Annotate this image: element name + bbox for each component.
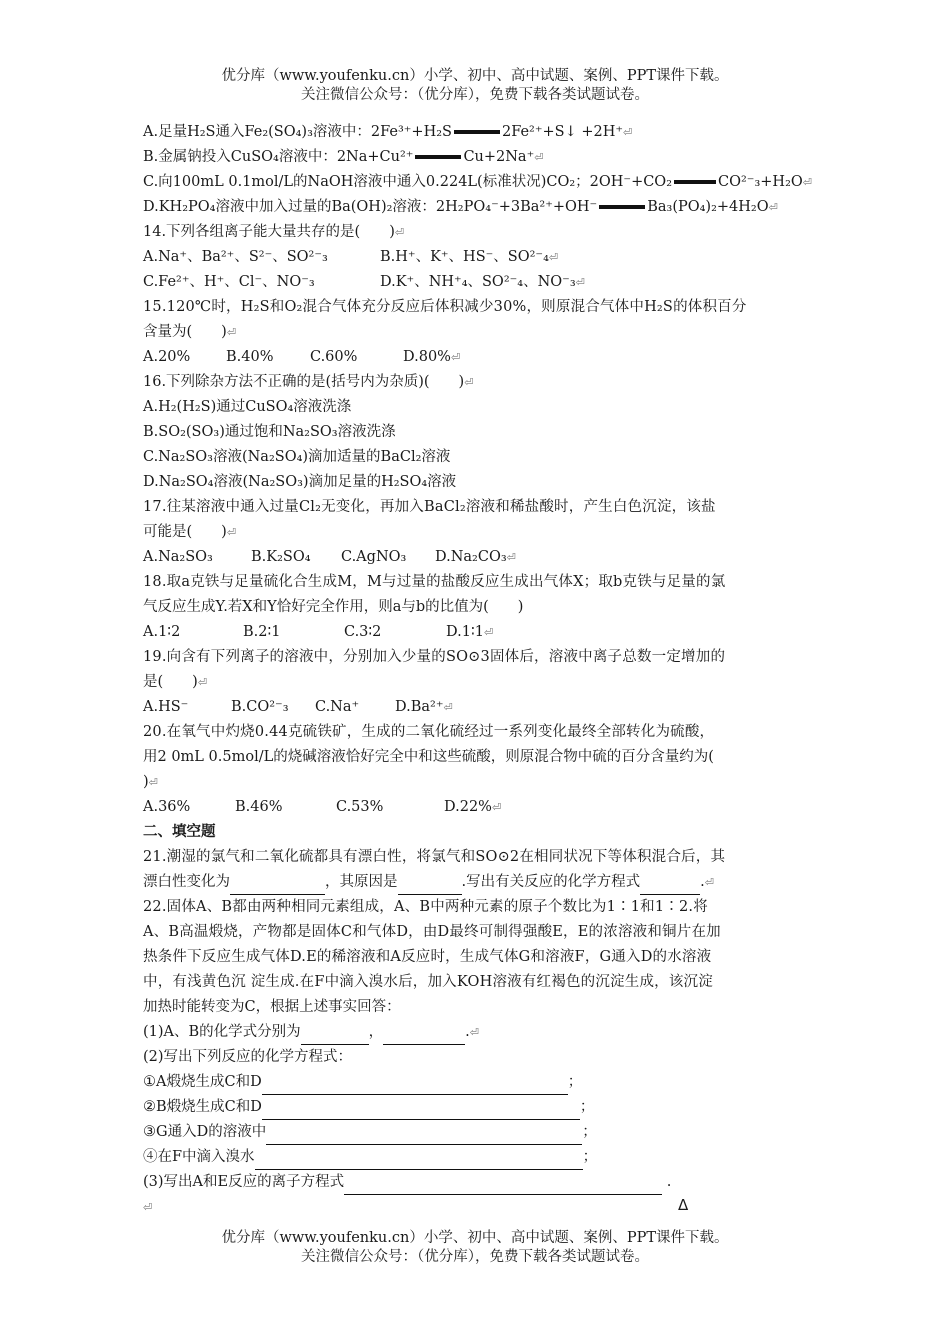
q17-stem-1: 17.往某溶液中通入过量Cl₂无变化，再加入BaCl₂溶液和稀盐酸时，产生白色沉淀，该盐 — [143, 499, 716, 515]
q16-option-d: D.Na₂SO₄溶液(Na₂SO₃)滴加足量的H₂SO₄溶液 — [143, 474, 457, 490]
q20-stem-2: 用2 0mL 0.5mol/L的烧碱溶液恰好完全中和这些硫酸，则原混合物中硫的百分含量约为( — [143, 749, 714, 765]
q13-option-b: B.金属钠投入CuSO₄溶液中：2Na+Cu²⁺ Cu+2Na⁺⏎ — [143, 149, 544, 165]
answer-blank[interactable] — [255, 1153, 583, 1170]
q18-options: A.1∶2 B.2∶1 C.3∶2 D.1∶1⏎ — [143, 624, 494, 640]
section-2-title: 二、填空题 — [143, 824, 216, 840]
q18-stem-2: 气反应生成Y.若X和Y恰好完全作用，则a与b的比值为( ) — [143, 599, 524, 615]
answer-blank[interactable] — [230, 878, 325, 895]
answer-blank[interactable] — [301, 1028, 369, 1045]
q22-reaction-3: ③G通入D的溶液中 ； — [143, 1120, 808, 1145]
answer-blank[interactable] — [383, 1028, 465, 1045]
answer-blank[interactable] — [262, 1103, 580, 1120]
q16-option-a: A.H₂(H₂S)通过CuSO₄溶液洗涤 — [143, 399, 352, 415]
footer-line-1: 优分库（www.youfenku.cn）小学、初中、高中试题、案例、PPT课件下载。 — [221, 1230, 729, 1246]
q13-option-d: D.KH₂PO₄溶液中加入过量的Ba(OH)₂溶液：2H₂PO₄⁻+3Ba²⁺+OH⁻ Ba₃(PO₄)₂+4H₂O⏎ — [143, 199, 778, 215]
q22-part-1: (1)A、B的化学式分别为 ， .⏎ — [143, 1020, 808, 1045]
q20-stem-3: )⏎ — [143, 774, 158, 790]
q13-option-a: A.足量H₂S通入Fe₂(SO₄)₃溶液中：2Fe³⁺+H₂S 2Fe²⁺+S↓ +2H⁺⏎ — [143, 124, 633, 140]
q22-line-4: 中，有浅黄色沉 淀生成.在F中滴入溴水后，加入KOH溶液有红褐色的沉淀生成，该沉淀 — [143, 974, 713, 990]
q16-option-b: B.SO₂(SO₃)通过饱和Na₂SO₃溶液洗涤 — [143, 424, 396, 440]
q14-options-cd: C.Fe²⁺、H⁺、Cl⁻、NO⁻₃ D.K⁺、NH⁺₄、SO²⁻₄、NO⁻₃⏎ — [143, 274, 585, 290]
q16-option-c: C.Na₂SO₃溶液(Na₂SO₄)滴加适量的BaCl₂溶液 — [143, 449, 451, 465]
q19-options: A.HS⁻ B.CO²⁻₃ C.Na⁺ D.Ba²⁺⏎ — [143, 699, 453, 715]
question-body — [143, 120, 812, 1220]
q14-options-ab: A.Na⁺、Ba²⁺、S²⁻、SO²⁻₃ B.H⁺、K⁺、HS⁻、SO²⁻₄⏎ — [143, 249, 559, 265]
q22-line-2: A、B高温煅烧，产物都是固体C和气体D，由D最终可制得强酸E，E的浓溶液和铜片在加 — [143, 924, 721, 940]
q17-stem-2: 可能是( )⏎ — [143, 524, 237, 540]
equals-bar — [454, 130, 500, 134]
q15-stem-1: 15.120℃时，H₂S和O₂混合气体充分反应后体积减少30%，则原混合气体中H₂S的体积百分 — [143, 299, 747, 315]
answer-blank[interactable] — [640, 878, 700, 895]
q15-options: A.20% B.40% C.60% D.80%⏎ — [143, 349, 461, 365]
q21-line-1: 21.潮湿的氯气和二氧化硫都具有漂白性，将氯气和SO⊙2在相同状况下等体积混合后，其 — [143, 849, 726, 865]
q19-stem-1: 19.向含有下列离子的溶液中，分别加入少量的SO⊙3固体后，溶液中离子总数一定增加的 — [143, 649, 726, 665]
header-line-1: 优分库（www.youfenku.cn）小学、初中、高中试题、案例、PPT课件下载。 — [221, 68, 729, 84]
paragraph-mark: ⏎ — [143, 1201, 153, 1214]
q22-reaction-1: ①A煅烧生成C和D ； — [143, 1070, 808, 1095]
q16-stem: 16.下列除杂方法不正确的是(括号内为杂质)( )⏎ — [143, 374, 474, 390]
q14-stem: 14.下列各组离子能大量共存的是( )⏎ — [143, 224, 405, 240]
footer-line-2: 关注微信公众号：（优分库），免费下载各类试题试卷。 — [301, 1249, 649, 1265]
q17-options: A.Na₂SO₃ B.K₂SO₄ C.AgNO₃ D.Na₂CO₃⏎ — [143, 549, 516, 565]
q20-stem-1: 20.在氧气中灼烧0.44克硫铁矿，生成的二氧化硫经过一系列变化最终全部转化为硫酸， — [143, 724, 715, 740]
q20-options: A.36% B.46% C.53% D.22%⏎ — [143, 799, 502, 815]
answer-blank[interactable] — [344, 1178, 662, 1195]
q22-reaction-4: ④在F中滴入溴水 ； — [143, 1145, 808, 1170]
page-footer — [0, 1229, 950, 1267]
equals-bar — [674, 180, 716, 184]
equals-bar — [415, 155, 461, 159]
q22-part-2: (2)写出下列反应的化学方程式： — [143, 1049, 353, 1065]
q21-line-2: 漂白性变化为 ，其原因是 .写出有关反应的化学方程式 .⏎ — [143, 870, 808, 895]
q13-option-c: C.向100mL 0.1mol/L的NaOH溶液中通入0.224L(标准状况)CO₂；2OH⁻+CO₂ CO²⁻₃+H₂O⏎ — [143, 174, 812, 190]
q22-part-3: (3)写出A和E反应的离子方程式 . — [143, 1170, 808, 1195]
q22-line-1: 22.固体A、B都由两种相同元素组成，A、B中两种元素的原子个数比为1∶1和1∶2.将 — [143, 899, 708, 915]
page-header — [0, 67, 950, 105]
header-line-2: 关注微信公众号：（优分库），免费下载各类试题试卷。 — [301, 87, 649, 103]
q22-line-5: 加热时能转变为C，根据上述事实回答： — [143, 999, 401, 1015]
answer-blank[interactable] — [262, 1078, 568, 1095]
equals-bar — [599, 205, 645, 209]
q22-line-3: 热条件下反应生成气体D.E的稀溶液和A反应时，生成气体G和溶液F，G通入D的水溶液 — [143, 949, 712, 965]
answer-blank[interactable] — [266, 1128, 582, 1145]
answer-blank[interactable] — [398, 878, 462, 895]
q15-stem-2: 含量为( )⏎ — [143, 324, 237, 340]
q22-reaction-2: ②B煅烧生成C和D ； — [143, 1095, 808, 1120]
q18-stem-1: 18.取a克铁与足量硫化合生成M，M与过量的盐酸反应生成出气体X；取b克铁与足量的氯 — [143, 574, 726, 590]
delta-symbol: Δ — [678, 1196, 689, 1214]
q19-stem-2: 是( )⏎ — [143, 674, 208, 690]
